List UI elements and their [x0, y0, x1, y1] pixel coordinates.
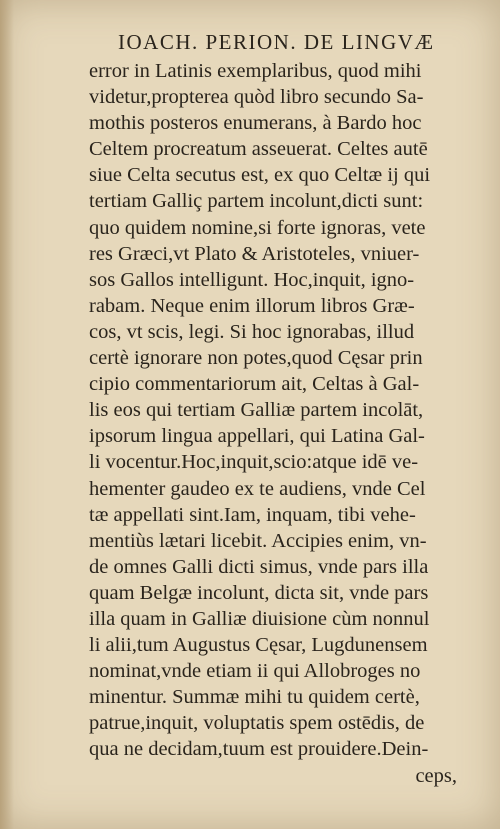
body-text: [89, 58, 457, 789]
text-line: quo quidem nomine,si forte ignoras, vete: [89, 216, 426, 239]
text-line: minentur. Summæ mihi tu quidem certè,: [89, 686, 420, 709]
text-line: cipio commentariorum ait, Celtas à Gal-: [89, 373, 420, 396]
text-line: qua ne decidam,tuum est prouidere.Dein-: [89, 738, 429, 761]
text-line: mothis posteros enumerans, à Bardo hoc: [89, 112, 422, 135]
running-head: IOACH. PERION. DE LINGVÆ: [118, 30, 435, 54]
text-line: hementer gaudeo ex te audiens, vnde Cel: [89, 477, 426, 500]
text-line: de omnes Galli dicti simus, vnde pars illa: [89, 555, 429, 578]
text-line: tertiam Galliç partem incolunt,dicti sunt:: [89, 190, 424, 213]
catchword: ceps,: [415, 764, 457, 787]
text-line: res Græci,vt Plato & Aristoteles, vniuer-: [89, 242, 420, 265]
text-line: rabam. Neque enim illorum libros Græ-: [89, 294, 415, 317]
text-line: tæ appellati sint.Iam, inquam, tibi vehe-: [89, 503, 416, 526]
text-line: Celtem procreatum asseuerat. Celtes autē: [89, 138, 428, 161]
text-line: ipsorum lingua appellari, qui Latina Gal-: [89, 425, 425, 448]
text-line: li alii,tum Augustus Cęsar, Lugdunensem: [89, 634, 428, 657]
text-line: error in Latinis exemplaribus, quod mihi: [89, 60, 422, 82]
text-line: nominat,vnde etiam ii qui Allobroges no: [89, 660, 421, 683]
text-line: certè ignorare non potes,quod Cęsar prin: [89, 347, 423, 370]
text-line: illa quam in Galliæ diuisione cùm nonnul: [89, 607, 430, 630]
page-gutter-edge: [0, 0, 14, 829]
text-line: quam Belgæ incolunt, dicta sit, vnde pars: [89, 581, 429, 604]
text-line: sos Gallos intelligunt. Hoc,inquit, igno-: [89, 268, 415, 291]
text-line: cos, vt scis, legi. Si hoc ignorabas, illud: [89, 320, 415, 343]
text-line: patrue,inquit, voluptatis spem ostēdis, de: [89, 712, 425, 735]
text-line: lis eos qui tertiam Galliæ partem incolāt,: [89, 399, 424, 422]
text-line: li vocentur.Hoc,inquit,scio:atque idē ve-: [89, 451, 419, 474]
text-line: mentiùs lætari licebit. Accipies enim, vn-: [89, 529, 427, 552]
text-line: siue Celta secutus est, ex quo Celtæ ij qui: [89, 164, 431, 187]
text-line: videtur,propterea quòd libro secundo Sa-: [89, 86, 424, 109]
